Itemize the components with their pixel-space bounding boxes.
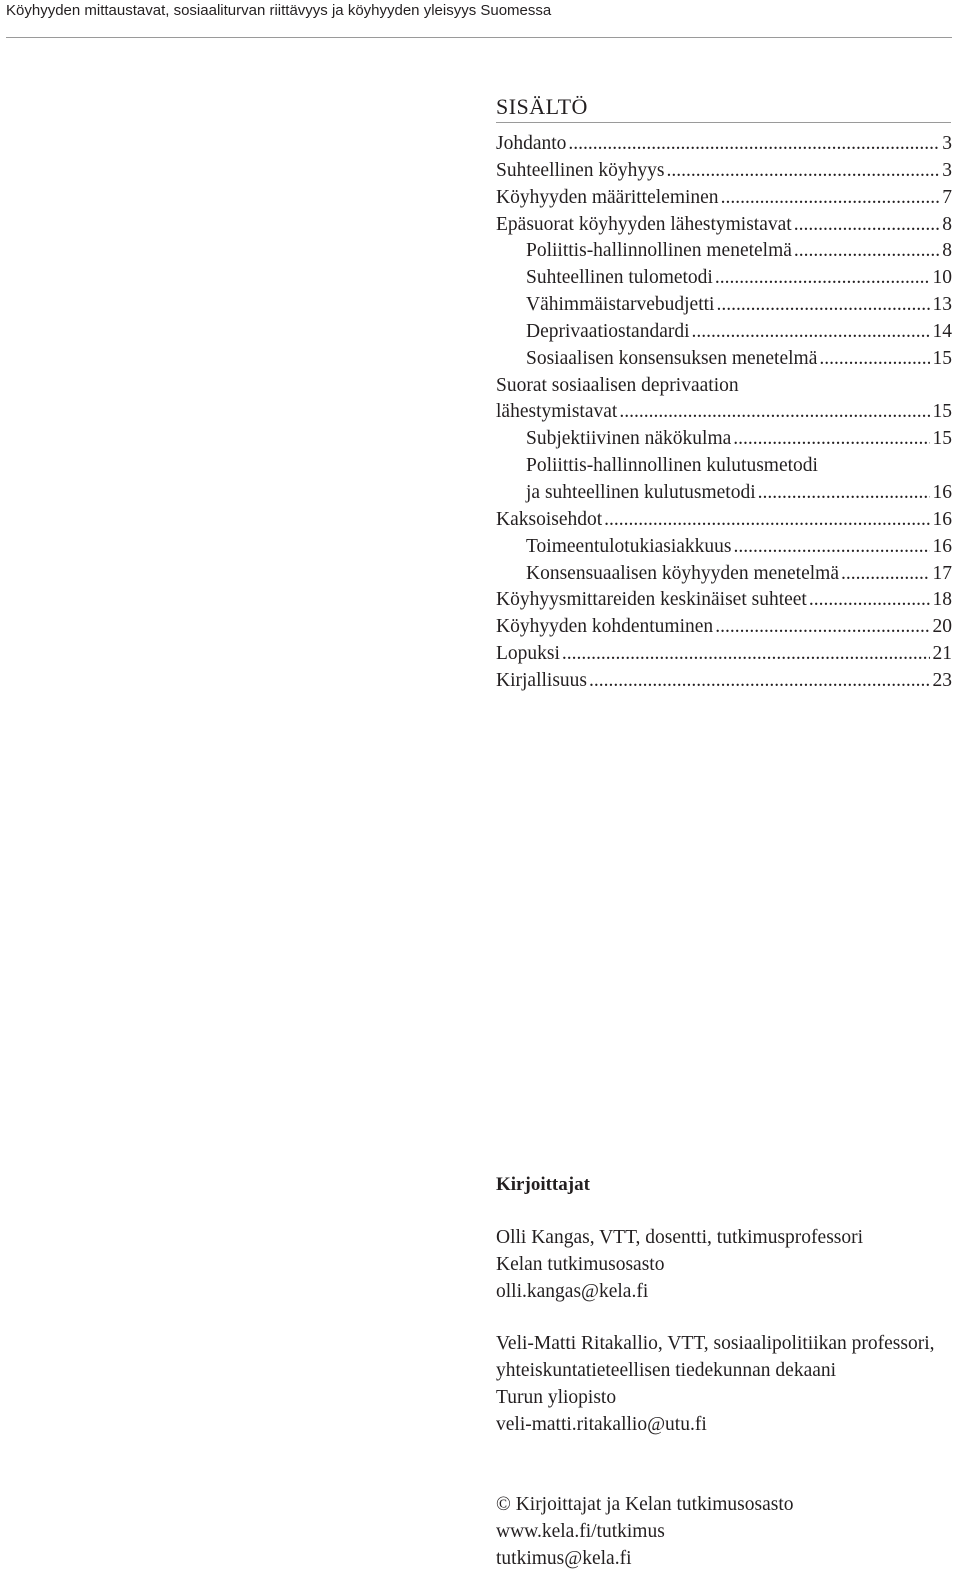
toc-entry xyxy=(496,238,952,265)
toc-entry-page: 8 xyxy=(942,240,952,262)
toc-dot-leader xyxy=(715,265,930,292)
author-entry xyxy=(496,1225,956,1306)
toc-entry xyxy=(496,319,952,346)
toc-entry xyxy=(496,373,952,400)
toc-entry xyxy=(496,185,952,212)
toc-entry-label: Suorat sosiaalisen deprivaation xyxy=(496,374,739,396)
toc-entry-label: Deprivaatiostandardi xyxy=(526,320,690,342)
author-line: Turun yliopisto xyxy=(496,1387,617,1409)
authors-title: Kirjoittajat xyxy=(496,1174,590,1195)
running-header-title: Köyhyyden mittaustavat, sosiaaliturvan riittävyys ja köyhyyden yleisyys Suomessa xyxy=(6,2,552,19)
toc-dot-leader xyxy=(604,507,929,534)
toc-entry-page: 21 xyxy=(932,643,952,665)
toc-entry xyxy=(496,399,952,426)
toc-entry-page: 15 xyxy=(932,428,952,450)
toc-entry xyxy=(496,346,952,373)
author-line: Kelan tutkimusosasto xyxy=(496,1253,665,1275)
toc-entry-page: 15 xyxy=(932,347,952,369)
toc-entry xyxy=(496,265,952,292)
toc-entry-page: 16 xyxy=(932,481,952,503)
toc-list xyxy=(496,131,952,695)
toc-entry-page: 14 xyxy=(932,320,952,342)
toc-entry xyxy=(496,426,952,453)
toc-dot-leader xyxy=(819,346,929,373)
toc-dot-leader xyxy=(733,426,929,453)
toc-entry-page: 3 xyxy=(942,133,952,154)
running-header xyxy=(0,0,960,40)
toc-entry xyxy=(496,614,952,641)
toc-entry-label: Köyhyyden määritteleminen xyxy=(496,186,719,208)
toc-entry-label: Konsensuaalisen köyhyyden menetelmä xyxy=(526,562,839,584)
copyright-line: tutkimus@kela.fi xyxy=(496,1547,632,1569)
toc-entry-label: Kaksoisehdot xyxy=(496,508,603,530)
toc-entry xyxy=(496,480,952,507)
copyright-line: www.kela.fi/tutkimus xyxy=(496,1520,665,1542)
toc-entry-page: 18 xyxy=(932,589,952,611)
author-line: olli.kangas@kela.fi xyxy=(496,1280,649,1302)
toc-entry xyxy=(496,561,952,588)
authors-section xyxy=(496,1172,956,1465)
toc-entry-page: 17 xyxy=(932,562,952,584)
toc-entry-label: Lopuksi xyxy=(496,643,560,665)
toc-dot-leader xyxy=(716,292,929,319)
toc-entry-label: Poliittis-hallinnollinen kulutusmetodi xyxy=(526,455,818,477)
author-line: yhteiskuntatieteellisen tiedekunnan dekaani xyxy=(496,1360,837,1382)
toc-entry-page: 15 xyxy=(932,401,952,423)
toc-entry xyxy=(496,668,952,695)
toc-entry-page: 16 xyxy=(932,535,952,557)
toc-entry-page: 10 xyxy=(932,267,952,289)
toc-dot-leader xyxy=(809,587,930,614)
toc-dot-leader xyxy=(794,212,940,239)
toc-entry xyxy=(496,641,952,668)
toc-dot-leader xyxy=(715,614,929,641)
toc-dot-leader xyxy=(562,641,930,668)
toc-dot-leader xyxy=(589,668,930,695)
toc-entry-page: 20 xyxy=(932,616,952,638)
toc-entry-label: Epäsuorat köyhyyden lähestymistavat xyxy=(496,213,792,235)
toc-entry-label: Johdanto xyxy=(496,133,567,154)
toc-entry-label: Sosiaalisen konsensuksen menetelmä xyxy=(526,347,818,369)
copyright-block xyxy=(496,1492,956,1573)
toc-title: SISÄLTÖ xyxy=(496,94,951,123)
toc-entry-page: 16 xyxy=(932,508,952,530)
table-of-contents xyxy=(496,94,952,695)
toc-dot-leader xyxy=(568,131,939,158)
toc-entry-label: ja suhteellinen kulutusmetodi xyxy=(526,481,756,503)
toc-entry xyxy=(496,507,952,534)
toc-dot-leader xyxy=(794,238,939,265)
toc-entry-label: Suhteellinen tulometodi xyxy=(526,267,713,289)
toc-entry-label: Kirjallisuus xyxy=(496,669,587,691)
author-entry xyxy=(496,1331,956,1438)
author-line: veli-matti.ritakallio@utu.fi xyxy=(496,1413,707,1435)
toc-dot-leader xyxy=(734,534,930,561)
toc-entry xyxy=(496,212,952,239)
toc-entry-label: Köyhyysmittareiden keskinäiset suhteet xyxy=(496,589,807,611)
toc-entry xyxy=(496,587,952,614)
toc-entry-label: lähestymistavat xyxy=(496,401,618,423)
toc-entry-label: Toimeentulotukiasiakkuus xyxy=(526,535,732,557)
toc-entry xyxy=(496,158,952,185)
toc-entry-page: 3 xyxy=(942,159,952,181)
toc-dot-leader xyxy=(841,561,930,588)
toc-entry xyxy=(496,292,952,319)
toc-entry-label: Suhteellinen köyhyys xyxy=(496,159,665,181)
toc-dot-leader xyxy=(619,399,929,426)
toc-entry-page: 13 xyxy=(932,294,952,316)
author-line: Olli Kangas, VTT, dosentti, tutkimusprofessori xyxy=(496,1226,864,1248)
author-line: Veli-Matti Ritakallio, VTT, sosiaalipolitiikan professori, xyxy=(496,1333,935,1355)
toc-entry-label: Vähimmäistarvebudjetti xyxy=(526,294,715,316)
toc-entry-page: 7 xyxy=(942,186,952,208)
toc-dot-leader xyxy=(666,158,939,185)
toc-entry xyxy=(496,453,952,480)
toc-entry xyxy=(496,534,952,561)
toc-dot-leader xyxy=(721,185,940,212)
toc-dot-leader xyxy=(758,480,930,507)
toc-dot-leader xyxy=(692,319,930,346)
toc-entry-label: Köyhyyden kohdentuminen xyxy=(496,616,714,638)
toc-entry-page: 23 xyxy=(932,669,952,691)
copyright-line: © Kirjoittajat ja Kelan tutkimusosasto xyxy=(496,1494,794,1515)
toc-entry xyxy=(496,131,952,158)
toc-entry-page: 8 xyxy=(942,213,952,235)
toc-entry-label: Subjektiivinen näkökulma xyxy=(526,428,732,450)
toc-entry-label: Poliittis-hallinnollinen menetelmä xyxy=(526,240,792,262)
header-divider xyxy=(6,37,952,38)
authors-list xyxy=(496,1225,956,1439)
